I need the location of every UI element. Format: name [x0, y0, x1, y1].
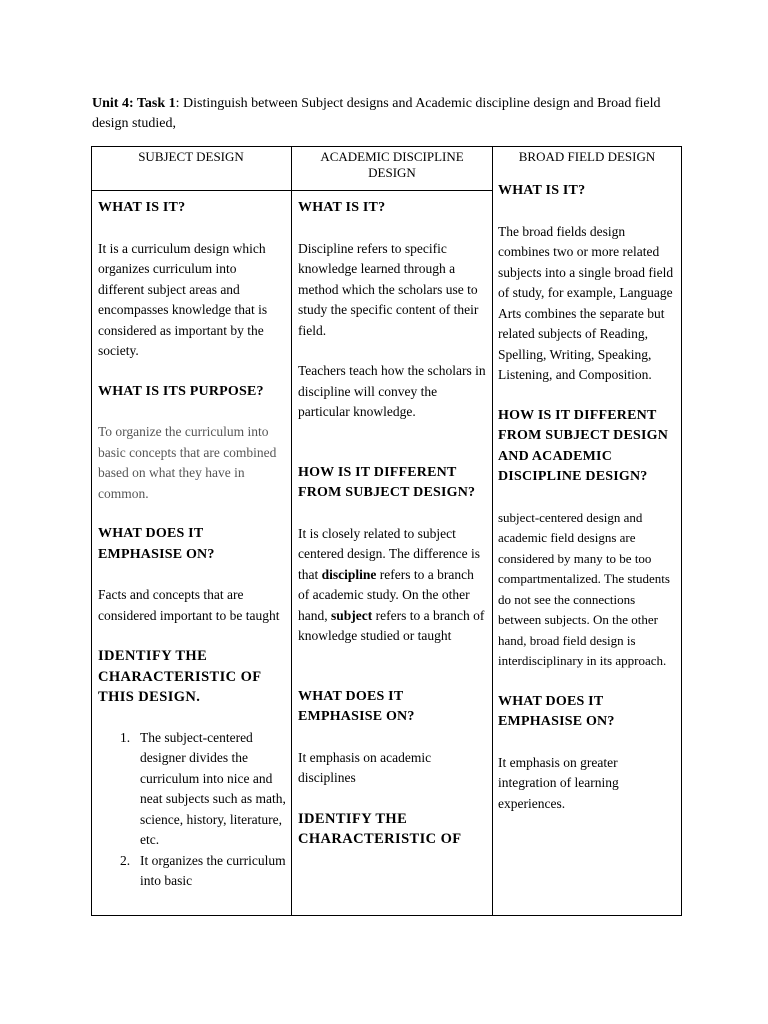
task-title-text: : Distinguish between Subject designs and Academic discipline design and Broad field design studied, — [92, 96, 661, 131]
academic-q-difference: HOW IS IT DIFFERENT FROM SUBJECT DESIGN? — [298, 464, 476, 500]
broad-q-emphasis: WHAT DOES IT EMPHASISE ON? — [498, 693, 615, 729]
subject-q-characteristic: IDENTIFY THE CHARACTERISTIC OF THIS DESIGN. — [98, 648, 261, 705]
subject-a-purpose: To organize the curriculum into basic concepts that are combined based on what they have in common. — [98, 424, 277, 501]
comparison-table — [91, 146, 682, 916]
academic-design-cell — [298, 198, 488, 850]
column-header-academic: ACADEMIC DISCIPLINE DESIGN — [320, 149, 464, 180]
subject-a-emphasis: Facts and concepts that are considered important to be taught — [98, 587, 280, 623]
broad-a-emphasis: It emphasis on greater integration of learning experiences. — [498, 754, 619, 811]
academic-q-characteristic: IDENTIFY THE CHARACTERISTIC OF — [298, 810, 462, 847]
column-divider — [291, 147, 292, 915]
list-item: 2. It organizes the curriculum into basic — [120, 852, 286, 888]
column-header-broad: BROAD FIELD DESIGN — [518, 149, 656, 164]
broad-design-cell — [498, 181, 678, 814]
broad-a-what-is-it: The broad fields design combines two or more related subjects into a single broad field of study, for example, Language Arts combines the separate but related subjects of Reading, Spelling, Writing, Speaking, Listening, and Composition. — [498, 223, 674, 382]
subject-q-purpose: WHAT IS ITS PURPOSE? — [98, 383, 264, 399]
subject-q-what-is-it: WHAT IS IT? — [98, 200, 186, 215]
subject-q-emphasis: WHAT DOES IT EMPHASISE ON? — [98, 526, 215, 562]
broad-q-what-is-it: WHAT IS IT? — [498, 183, 586, 198]
column-divider — [492, 147, 493, 915]
academic-a-teachers: Teachers teach how the scholars in discipline will convey the particular knowledge. — [298, 363, 486, 419]
task-title-prefix: Unit 4: Task 1 — [92, 96, 176, 111]
subject-design-cell — [98, 198, 286, 892]
column-header-subject: SUBJECT DESIGN — [138, 149, 244, 164]
subject-characteristics-list — [98, 728, 286, 892]
list-item: 1. The subject-centered designer divides the curriculum into nice and neat subjects such as math, science, history, literature, etc. — [120, 729, 286, 847]
header-divider — [92, 190, 492, 191]
academic-q-emphasis: WHAT DOES IT EMPHASISE ON? — [298, 688, 415, 724]
academic-q-what-is-it: WHAT IS IT? — [298, 200, 386, 215]
academic-a-what-is-it: Discipline refers to specific knowledge learned through a method which the scholars use to study the specific content of their field. — [298, 240, 479, 338]
broad-a-difference: subject-centered design and academic field designs are considered by many to be too compartmentalized. The students do not see the connections between subjects. On the other hand, broad field design is interdisciplinary in its approach. — [498, 509, 670, 668]
subject-a-what-is-it: It is a curriculum design which organizes curriculum into different subject areas and encompasses knowledge that is considered as important by the society. — [98, 240, 268, 358]
academic-a-difference: It is closely related to subject centered design. The difference is that discipline refers to a branch of academic study. On the other hand, subject refers to a branch of knowledge studied or taught — [298, 525, 485, 643]
academic-a-emphasis: It emphasis on academic disciplines — [298, 749, 432, 785]
broad-q-difference: HOW IS IT DIFFERENT FROM SUBJECT DESIGN AND ACADEMIC DISCIPLINE DESIGN? — [498, 407, 669, 484]
task-title — [92, 94, 692, 134]
